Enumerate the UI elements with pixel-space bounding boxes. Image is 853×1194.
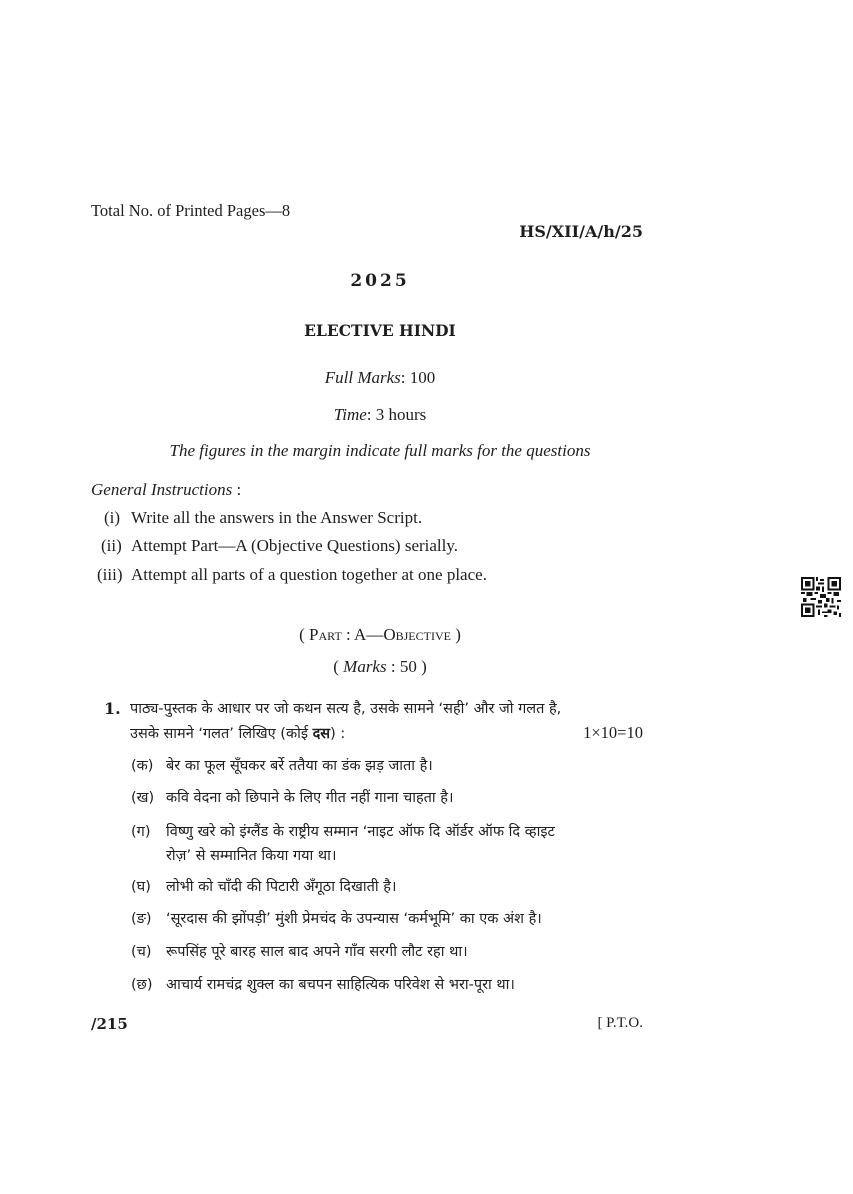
question-text-line2 xyxy=(130,723,345,743)
full-marks xyxy=(0,368,760,388)
instructions-colon: : xyxy=(236,480,242,499)
question-line2-pre: उसके सामने ‘गलत’ लिखिए (कोई xyxy=(130,726,313,742)
sub-item-text: कवि वेदना को छिपाने के लिए गीत नहीं गाना चाहता है। xyxy=(166,790,454,806)
footer-pto: [ P.T.O. xyxy=(597,1015,643,1031)
sub-item-text: आचार्य रामचंद्र शुक्ल का बचपन साहित्यिक परिवेश से भरा-पूरा था। xyxy=(166,977,515,993)
sub-item-label: (ग) xyxy=(131,824,151,840)
full-marks-value: : 100 xyxy=(400,368,436,387)
total-pages: Total No. of Printed Pages—8 xyxy=(91,201,291,220)
question-marks: 1×10=10 xyxy=(583,723,643,742)
footer-code: /215 xyxy=(91,1015,128,1033)
sub-item-label: (ख) xyxy=(131,790,155,806)
instruction-num: (i) xyxy=(104,508,121,527)
question-line2-bold: दस xyxy=(312,726,331,742)
sub-item-label: (क) xyxy=(131,758,154,774)
instruction-text: Attempt Part—A (Objective Questions) serially. xyxy=(131,536,459,555)
sub-item-text: ‘सूरदास की झोंपड़ी’ मुंशी प्रेमचंद के उपन्यास ‘कर्मभूमि’ का एक अंश है। xyxy=(166,911,542,927)
instruction-num: (iii) xyxy=(97,565,123,584)
sub-item-text: विष्णु खरे को इंग्लैंड के राष्ट्रीय सम्मान ‘नाइट ऑफ दि ऑर्डर ऑफ दि व्हाइट xyxy=(166,824,555,840)
question-text-line1: पाठ्य-पुस्तक के आधार पर जो कथन सत्य है, उसके सामने ‘सही’ और जो गलत है, xyxy=(130,701,562,717)
part-marks-label: Marks xyxy=(343,657,387,676)
sub-item-text-cont: रोज़’ से सम्मानित किया गया था। xyxy=(166,848,337,864)
time-allowed xyxy=(0,405,760,425)
sub-item-text: रूपसिंह पूरे बारह साल बाद अपने गाँव सरगी लौट रहा था। xyxy=(166,944,468,960)
sub-item-label: (च) xyxy=(131,944,152,960)
qr-code-icon xyxy=(801,577,841,617)
part-marks xyxy=(0,657,760,677)
time-label: Time xyxy=(333,405,367,424)
time-value: : 3 hours xyxy=(366,405,427,424)
subject-title: ELECTIVE HINDI xyxy=(304,321,456,340)
part-heading: ( Part : A—Objective ) xyxy=(299,625,461,644)
sub-item-label: (घ) xyxy=(131,879,151,895)
part-marks-open: ( xyxy=(333,657,344,676)
full-marks-label: Full Marks xyxy=(324,368,401,387)
sub-item-label: (ङ) xyxy=(131,911,152,927)
margin-note: The figures in the margin indicate full marks for the questions xyxy=(169,441,591,460)
question-number: 1. xyxy=(104,699,121,718)
instruction-num: (ii) xyxy=(101,536,122,555)
exam-year: 2025 xyxy=(350,271,410,291)
question-line2-post: ) : xyxy=(330,726,346,742)
sub-item-text: बेर का फूल सूँघकर बर्रे ततैया का डंक झड़ जाता है। xyxy=(166,758,433,774)
paper-code: HS/XII/A/h/25 xyxy=(519,222,643,241)
sub-item-label: (छ) xyxy=(131,977,153,993)
instructions-heading xyxy=(91,480,241,500)
part-marks-value: : 50 ) xyxy=(386,657,427,676)
instructions-heading-text: General Instructions xyxy=(91,480,233,499)
sub-item-text: लोभी को चाँदी की पिटारी अँगूठा दिखाती है। xyxy=(166,879,397,895)
instruction-text: Attempt all parts of a question together at one place. xyxy=(131,565,487,584)
instruction-text: Write all the answers in the Answer Script. xyxy=(131,508,423,527)
